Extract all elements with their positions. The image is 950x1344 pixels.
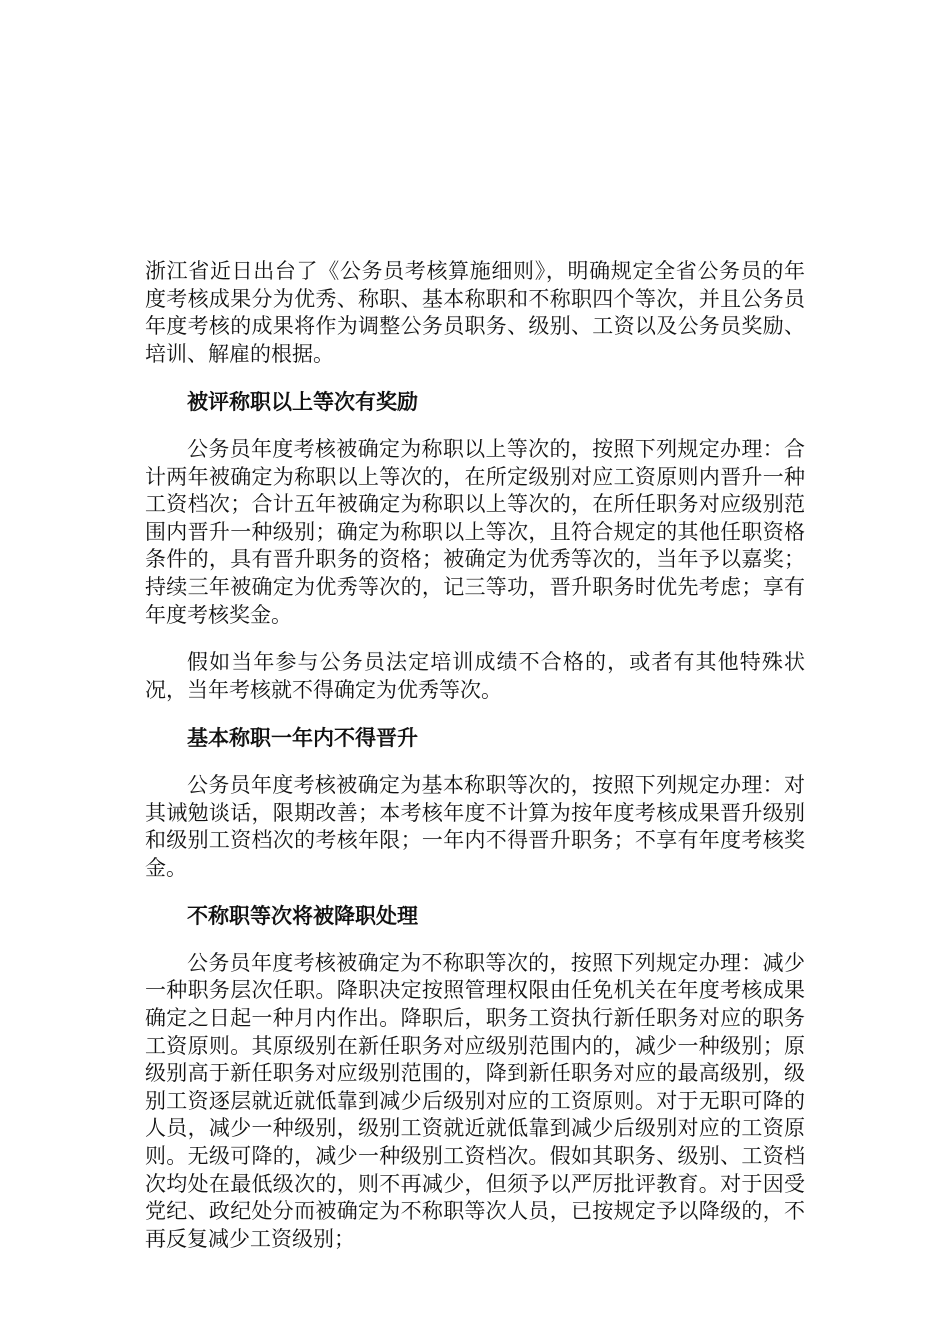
section-paragraph: 公务员年度考核被确定为称职以上等次的，按照下列规定办理：合计两年被确定为称职以上等次的，在所定级别对应工资原则内晋升一种工资档次；合计五年被确定为称职以上等次的，在所任职务对应级别范围内晋升一种级别；确定为称职以上等次，且符合规定的其他任职资格条件的，具有晋升职务的资格；被确定为优秀等次的，当年予以嘉奖；持续三年被确定为优秀等次的，记三等功，晋升职务时优先考虑；享有年度考核奖金。	[145, 436, 805, 627]
document-body	[145, 258, 805, 1273]
section-paragraph: 公务员年度考核被确定为不称职等次的，按照下列规定办理：减少一种职务层次任职。降职决定按照管理权限由任免机关在年度考核成果确定之日起一种月内作出。降职后，职务工资执行新任职务对应的职务工资原则。其原级别在新任职务对应级别范围内的，减少一种级别；原级别高于新任职务对应级别范围的，降到新任职务对应的最高级别，级别工资逐层就近就低靠到减少后级别对应的工资原则。对于无职可降的人员，减少一种级别，级别工资就近就低靠到减少后级别对应的工资原则。无级可降的，减少一种级别工资档次。假如其职务、级别、工资档次均处在最低级次的，则不再减少，但须予以严厉批评教育。对于因受党纪、政纪处分而被确定为不称职等次人员，已按规定予以降级的，不再反复减少工资级别；	[145, 950, 805, 1251]
section-paragraph: 假如当年参与公务员法定培训成绩不合格的，或者有其他特殊状况，当年考核就不得确定为优秀等次。	[145, 650, 805, 702]
intro-paragraph: 浙江省近日出台了《公务员考核算施细则》，明确规定全省公务员的年度考核成果分为优秀、称职、基本称职和不称职四个等次，并且公务员年度考核的成果将作为调整公务员职务、级别、工资以及公务员奖励、培训、解雇的根据。	[145, 259, 805, 366]
section-heading-basic-competent: 基本称职一年内不得晋升	[187, 725, 418, 751]
section-paragraph: 公务员年度考核被确定为基本称职等次的，按照下列规定办理：对其诫勉谈话，限期改善；本考核年度不计算为按年度考核成果晋升级别和级别工资档次的考核年限；一年内不得晋升职务；不享有年度考核奖金。	[145, 772, 805, 880]
section-heading-commendation: 被评称职以上等次有奖励	[187, 389, 418, 415]
section-heading-incompetent: 不称职等次将被降职处理	[187, 903, 418, 929]
